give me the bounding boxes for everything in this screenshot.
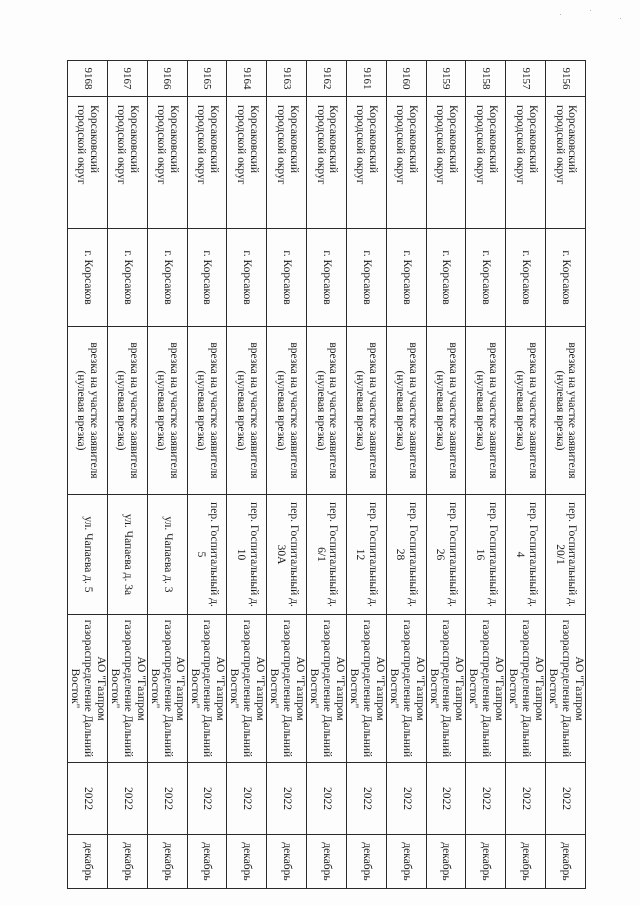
- cell-work-type: врезка на участке заявителя (нулевая врезка): [386, 327, 426, 495]
- cell-district: Корсаковский городской округ: [68, 97, 108, 229]
- cell-organization: АО "Газпром газораспределение Дальний Восток": [506, 615, 546, 763]
- cell-work-type: врезка на участке заявителя (нулевая врезка): [68, 327, 108, 495]
- cell-district: Корсаковский городской округ: [466, 97, 506, 229]
- cell-organization: АО "Газпром газораспределение Дальний Восток": [147, 615, 187, 763]
- table-row: [386, 61, 426, 889]
- cell-work-type: врезка на участке заявителя (нулевая врезка): [307, 327, 347, 495]
- cell-city: г. Корсаков: [346, 229, 386, 327]
- cell-row-number: 9167: [107, 61, 147, 97]
- cell-year: 2022: [307, 763, 347, 835]
- cell-month: декабрь: [68, 835, 108, 889]
- table-row: [466, 61, 506, 889]
- cell-year: 2022: [506, 763, 546, 835]
- cell-city: г. Корсаков: [267, 229, 307, 327]
- cell-year: 2022: [386, 763, 426, 835]
- cell-year: 2022: [346, 763, 386, 835]
- cell-month: декабрь: [426, 835, 466, 889]
- cell-city: г. Корсаков: [307, 229, 347, 327]
- cell-row-number: 9161: [346, 61, 386, 97]
- cell-year: 2022: [426, 763, 466, 835]
- cell-month: декабрь: [466, 835, 506, 889]
- cell-address: пер. Госпитальный д. 28: [386, 495, 426, 615]
- cell-city: г. Корсаков: [107, 229, 147, 327]
- cell-district: Корсаковский городской округ: [386, 97, 426, 229]
- cell-row-number: 9165: [187, 61, 227, 97]
- cell-organization: АО "Газпром газораспределение Дальний Восток": [267, 615, 307, 763]
- cell-year: 2022: [68, 763, 108, 835]
- cell-address: ул. Чапаева д. 3: [147, 495, 187, 615]
- cell-work-type: врезка на участке заявителя (нулевая врезка): [107, 327, 147, 495]
- cell-work-type: врезка на участке заявителя (нулевая врезка): [506, 327, 546, 495]
- cell-row-number: 9156: [546, 61, 586, 97]
- cell-work-type: врезка на участке заявителя (нулевая врезка): [466, 327, 506, 495]
- cell-address: пер. Госпитальный д. 26: [426, 495, 466, 615]
- cell-address: пер. Госпитальный д. 20/1: [546, 495, 586, 615]
- table-row: [107, 61, 147, 889]
- cell-month: декабрь: [307, 835, 347, 889]
- cell-organization: АО "Газпром газораспределение Дальний Восток": [307, 615, 347, 763]
- table-row: [187, 61, 227, 889]
- scan-speck: [590, 10, 591, 11]
- cell-month: декабрь: [107, 835, 147, 889]
- table-row: [68, 61, 108, 889]
- cell-city: г. Корсаков: [506, 229, 546, 327]
- cell-organization: АО "Газпром газораспределение Дальний Восток": [346, 615, 386, 763]
- table-row: [346, 61, 386, 889]
- cell-month: декабрь: [346, 835, 386, 889]
- cell-year: 2022: [546, 763, 586, 835]
- cell-city: г. Корсаков: [227, 229, 267, 327]
- cell-month: декабрь: [267, 835, 307, 889]
- table-row: [426, 61, 466, 889]
- cell-organization: АО "Газпром газораспределение Дальний Восток": [386, 615, 426, 763]
- cell-address: пер. Госпитальный д. 10: [227, 495, 267, 615]
- cell-month: декабрь: [546, 835, 586, 889]
- cell-city: г. Корсаков: [546, 229, 586, 327]
- cell-row-number: 9158: [466, 61, 506, 97]
- cell-year: 2022: [147, 763, 187, 835]
- cell-row-number: 9168: [68, 61, 108, 97]
- cell-district: Корсаковский городской округ: [267, 97, 307, 229]
- cell-row-number: 9162: [307, 61, 347, 97]
- cell-month: декабрь: [227, 835, 267, 889]
- cell-district: Корсаковский городской округ: [227, 97, 267, 229]
- cell-address: пер. Госпитальный д. 12: [346, 495, 386, 615]
- scan-speck: [620, 18, 621, 19]
- cell-organization: АО "Газпром газораспределение Дальний Восток": [466, 615, 506, 763]
- cell-district: Корсаковский городской округ: [187, 97, 227, 229]
- cell-district: Корсаковский городской округ: [506, 97, 546, 229]
- cell-work-type: врезка на участке заявителя (нулевая врезка): [187, 327, 227, 495]
- cell-district: Корсаковский городской округ: [307, 97, 347, 229]
- table-row: [546, 61, 586, 889]
- cell-work-type: врезка на участке заявителя (нулевая врезка): [227, 327, 267, 495]
- table-row: [227, 61, 267, 889]
- cell-row-number: 9166: [147, 61, 187, 97]
- cell-month: декабрь: [386, 835, 426, 889]
- cell-city: г. Корсаков: [147, 229, 187, 327]
- cell-year: 2022: [187, 763, 227, 835]
- cell-year: 2022: [466, 763, 506, 835]
- cell-month: декабрь: [506, 835, 546, 889]
- cell-work-type: врезка на участке заявителя (нулевая врезка): [426, 327, 466, 495]
- cell-year: 2022: [107, 763, 147, 835]
- rotated-table-wrapper: [67, 60, 586, 888]
- cell-work-type: врезка на участке заявителя (нулевая врезка): [346, 327, 386, 495]
- table-row: [147, 61, 187, 889]
- cell-city: г. Корсаков: [187, 229, 227, 327]
- cell-address: пер. Госпитальный д. 30А: [267, 495, 307, 615]
- table-body: [68, 61, 586, 889]
- table-row: [506, 61, 546, 889]
- cell-work-type: врезка на участке заявителя (нулевая врезка): [267, 327, 307, 495]
- cell-month: декабрь: [147, 835, 187, 889]
- cell-row-number: 9160: [386, 61, 426, 97]
- scan-speck: [560, 14, 561, 15]
- cell-work-type: врезка на участке заявителя (нулевая врезка): [546, 327, 586, 495]
- cell-organization: АО "Газпром газораспределение Дальний Восток": [107, 615, 147, 763]
- cell-organization: АО "Газпром газораспределение Дальний Восток": [546, 615, 586, 763]
- cell-organization: АО "Газпром газораспределение Дальний Восток": [227, 615, 267, 763]
- cell-district: Корсаковский городской округ: [546, 97, 586, 229]
- table-row: [307, 61, 347, 889]
- gas-connection-table: [67, 60, 586, 889]
- cell-row-number: 9157: [506, 61, 546, 97]
- cell-address: пер. Госпитальный д. 6/1: [307, 495, 347, 615]
- cell-organization: АО "Газпром газораспределение Дальний Восток": [68, 615, 108, 763]
- cell-organization: АО "Газпром газораспределение Дальний Восток": [187, 615, 227, 763]
- cell-district: Корсаковский городской округ: [426, 97, 466, 229]
- cell-row-number: 9159: [426, 61, 466, 97]
- cell-row-number: 9163: [267, 61, 307, 97]
- cell-month: декабрь: [187, 835, 227, 889]
- cell-city: г. Корсаков: [466, 229, 506, 327]
- cell-address: ул. Чапаева д. 3а: [107, 495, 147, 615]
- cell-organization: АО "Газпром газораспределение Дальний Восток": [426, 615, 466, 763]
- cell-row-number: 9164: [227, 61, 267, 97]
- cell-city: г. Корсаков: [426, 229, 466, 327]
- cell-district: Корсаковский городской округ: [346, 97, 386, 229]
- cell-city: г. Корсаков: [68, 229, 108, 327]
- table-row: [267, 61, 307, 889]
- cell-year: 2022: [267, 763, 307, 835]
- cell-district: Корсаковский городской округ: [147, 97, 187, 229]
- cell-year: 2022: [227, 763, 267, 835]
- cell-address: пер. Госпитальный д. 5: [187, 495, 227, 615]
- cell-address: пер. Госпитальный д. 4: [506, 495, 546, 615]
- cell-work-type: врезка на участке заявителя (нулевая врезка): [147, 327, 187, 495]
- cell-district: Корсаковский городской округ: [107, 97, 147, 229]
- cell-city: г. Корсаков: [386, 229, 426, 327]
- cell-address: пер. Госпитальный д. 16: [466, 495, 506, 615]
- cell-address: ул. Чапаева д. 5: [68, 495, 108, 615]
